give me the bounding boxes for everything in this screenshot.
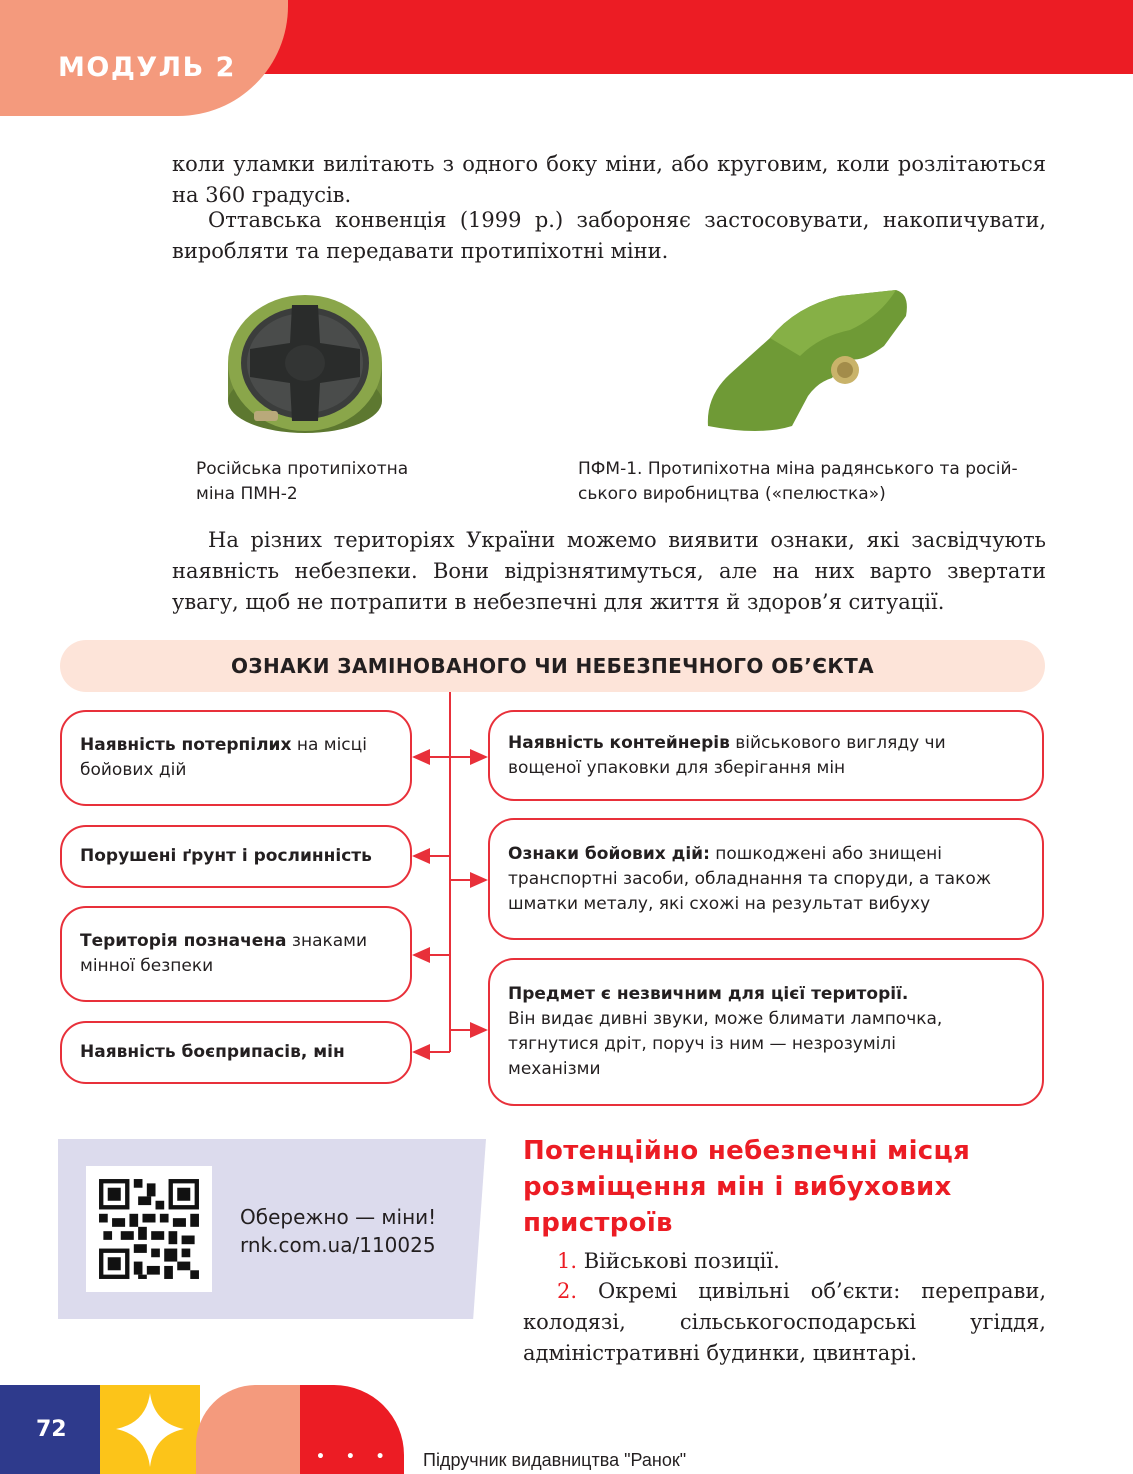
module-label: МОДУЛЬ 2 xyxy=(58,52,236,83)
list-text: Окремі цивільні об’єкти: переправи, колодязі, сільськогосподарські угіддя, адміністративні будинки, цвинтарі. xyxy=(523,1279,1046,1365)
qr-caption-title: Обережно — міни! xyxy=(240,1205,437,1229)
scheme-box-territory xyxy=(60,906,412,1002)
paragraph-3: На різних територіях України можемо виявити ознаки, які засвідчують наявність небезпеки. Вони відрізнятимуться, але на них варто звертати увагу, щоб не потрапити в небезпечні для життя й здоров’я ситуації. xyxy=(172,528,1046,614)
scheme-box-rest: військового вигляду чи вощеної упаковки для зберігання мін xyxy=(508,732,946,778)
qr-code-frame[interactable] xyxy=(86,1166,212,1292)
footer-yellow-block xyxy=(100,1385,200,1474)
scheme-box-text xyxy=(80,733,392,783)
left-caption-line: міна ПМН-2 xyxy=(196,484,298,504)
qr-caption xyxy=(240,1203,436,1259)
scheme-box-bold: Порушені ґрунт і рослинність xyxy=(80,846,372,866)
scheme-box-soil xyxy=(60,825,412,888)
scheme-title: ОЗНАКИ ЗАМІНОВАНОГО ЧИ НЕБЕЗПЕЧНОГО ОБ’ЄКТА xyxy=(60,640,1045,692)
scheme-box-text xyxy=(508,982,988,1082)
paragraph-2: Оттавська конвенція (1999 р.) забороняє застосовувати, накопичувати, виробляти та передавати протипіхотні міни. xyxy=(172,208,1046,263)
scheme-box-rest: Він видає дивні звуки, може блимати лампочка, тягнутися дріт, поруч із ним — незрозумілі механізми xyxy=(508,1009,943,1079)
page-number: 72 xyxy=(36,1417,67,1442)
scheme-box-bold: Наявність потерпілих xyxy=(80,735,292,755)
scheme-box-rest: пошкоджені або знищені транспортні засоби, обладнання та споруди, а також шматки металу, які схожі на результат вибуху xyxy=(508,843,992,914)
scheme-box-text xyxy=(80,929,392,979)
scheme-box-bold: Наявність контейнерів xyxy=(508,732,730,753)
scheme-box-text xyxy=(508,842,1024,917)
page-number-block xyxy=(0,1385,100,1474)
scheme-box-unusual-object xyxy=(488,958,1044,1106)
sparkle-icon xyxy=(100,1385,200,1474)
left-caption-line: Російська протипіхотна xyxy=(196,459,409,479)
scheme-box-containers xyxy=(488,710,1044,801)
qr-code-icon xyxy=(86,1166,212,1292)
scheme-box-text xyxy=(80,844,372,869)
scheme-box-bold: Предмет є незвичним для цієї території. xyxy=(508,984,909,1004)
scheme-box-rest: на місці бойових дій xyxy=(80,735,367,780)
publisher-label: Підручник видавництва "Ранок" xyxy=(423,1450,687,1470)
list-item xyxy=(523,1246,1046,1277)
scheme-box-rest: знаками мінної безпеки xyxy=(80,931,368,976)
right-caption-line: ського виробництва («пелюстка») xyxy=(578,484,886,504)
scheme-box-victims xyxy=(60,710,412,806)
scheme-box-bold: Ознаки бойових дій: xyxy=(508,843,710,864)
scheme-box-bold: Територія позначена xyxy=(80,931,287,951)
right-caption-line: ПФМ-1. Протипіхотна міна радянського та росій- xyxy=(578,459,1018,479)
scheme-box-ammo xyxy=(60,1021,412,1084)
section-heading: Потенційно небезпечні місця розміщення мін і вибухових пристроїв xyxy=(523,1136,971,1238)
paragraph-1: коли уламки вилітають з одного боку міни, або круговим, коли розлітаються на 360 градусів. xyxy=(172,152,1046,207)
scheme-box-bold: Наявність боєприпасів, мін xyxy=(80,1042,345,1062)
list-text: Військові позиції. xyxy=(577,1249,780,1273)
scheme-box-combat-signs xyxy=(488,818,1044,940)
list-number: 2. xyxy=(557,1279,578,1303)
list-number: 1. xyxy=(557,1249,578,1273)
list-item xyxy=(523,1276,1046,1369)
scheme-box-text xyxy=(508,731,968,781)
scheme-box-text xyxy=(80,1040,345,1065)
footer-dots: • • • • xyxy=(316,1449,423,1465)
qr-link[interactable]: rnk.com.ua/110025 xyxy=(240,1233,436,1257)
